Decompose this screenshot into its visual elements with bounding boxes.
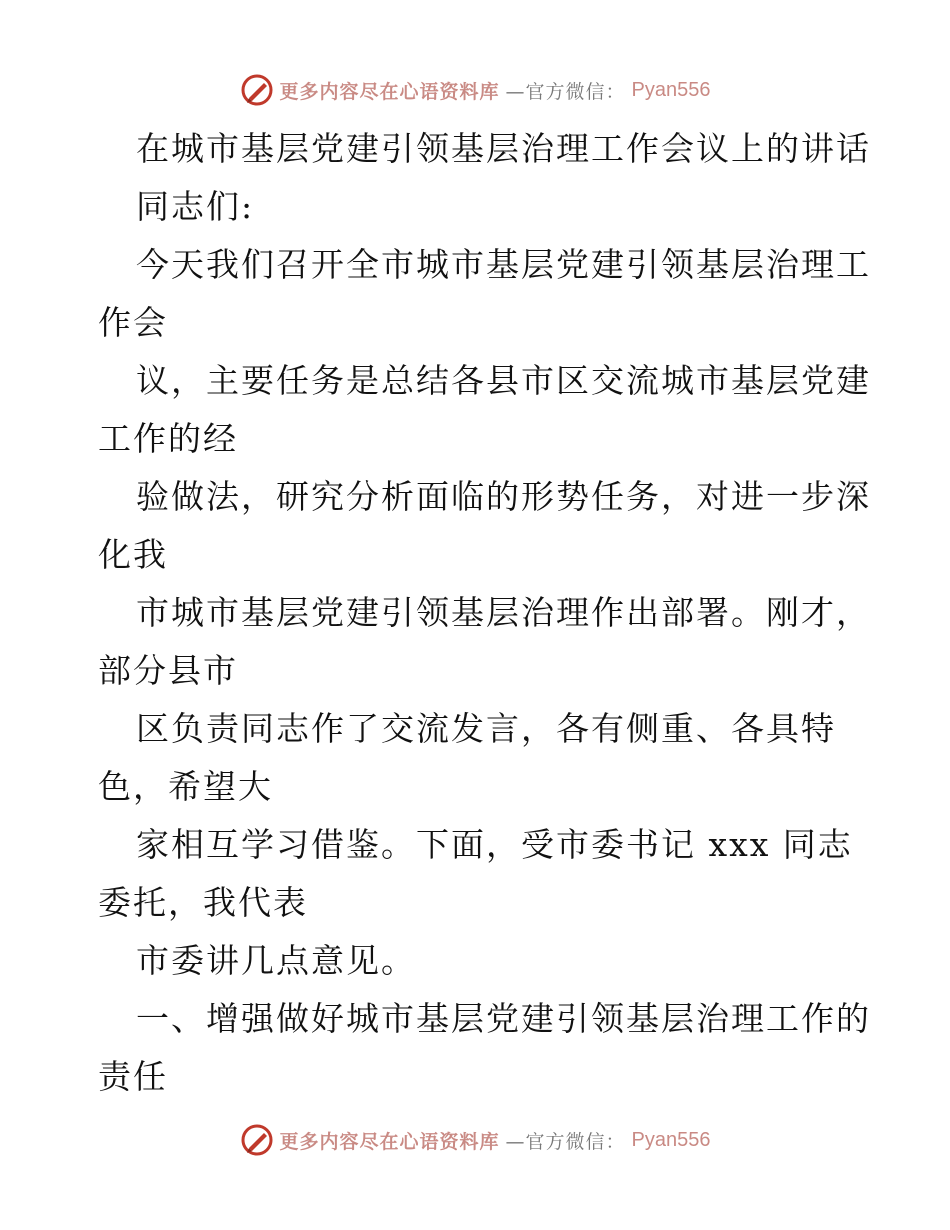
watermark-site-name: 更多内容尽在心语资料库 (279, 80, 500, 103)
watermark-wechat-id: Pyan556 (631, 78, 711, 101)
document-line: 色，希望大 (98, 767, 273, 806)
document-line: 今天我们召开全市城市基层党建引领基层治理工 (136, 245, 871, 284)
document-line: 同志们: (136, 187, 255, 226)
document-line: 部分县市 (98, 651, 238, 690)
document-line: 区负责同志作了交流发言，各有侧重、各具特 (136, 709, 836, 748)
watermark-site-name: 更多内容尽在心语资料库 (279, 1130, 500, 1153)
document-line: 在城市基层党建引领基层治理工作会议上的讲话 (136, 129, 871, 168)
watermark-wechat-label: —官方微信： (505, 1130, 626, 1153)
document-line: 市城市基层党建引领基层治理作出部署。刚才， (136, 593, 871, 632)
header-watermark (0, 70, 950, 110)
pen-logo-icon (240, 73, 274, 107)
document-line: 工作的经 (98, 419, 238, 458)
document-line: 责任 (98, 1057, 168, 1096)
document-line: 家相互学习借鉴。下面，受市委书记 xxx 同志 (136, 825, 853, 864)
watermark-wechat-id: Pyan556 (631, 1128, 711, 1151)
document-line: 议，主要任务是总结各县市区交流城市基层党建 (136, 361, 871, 400)
pen-logo-icon (240, 1123, 274, 1157)
document-line: 化我 (98, 535, 168, 574)
document-line: 委托，我代表 (98, 883, 308, 922)
watermark-wechat-label: —官方微信： (505, 80, 626, 103)
document-line: 市委讲几点意见。 (136, 941, 416, 980)
document-line: 作会 (98, 303, 168, 342)
document-line: 一、增强做好城市基层党建引领基层治理工作的 (136, 999, 871, 1038)
document-body (98, 120, 871, 1106)
document-line: 验做法，研究分析面临的形势任务，对进一步深 (136, 477, 871, 516)
footer-watermark (0, 1120, 950, 1160)
